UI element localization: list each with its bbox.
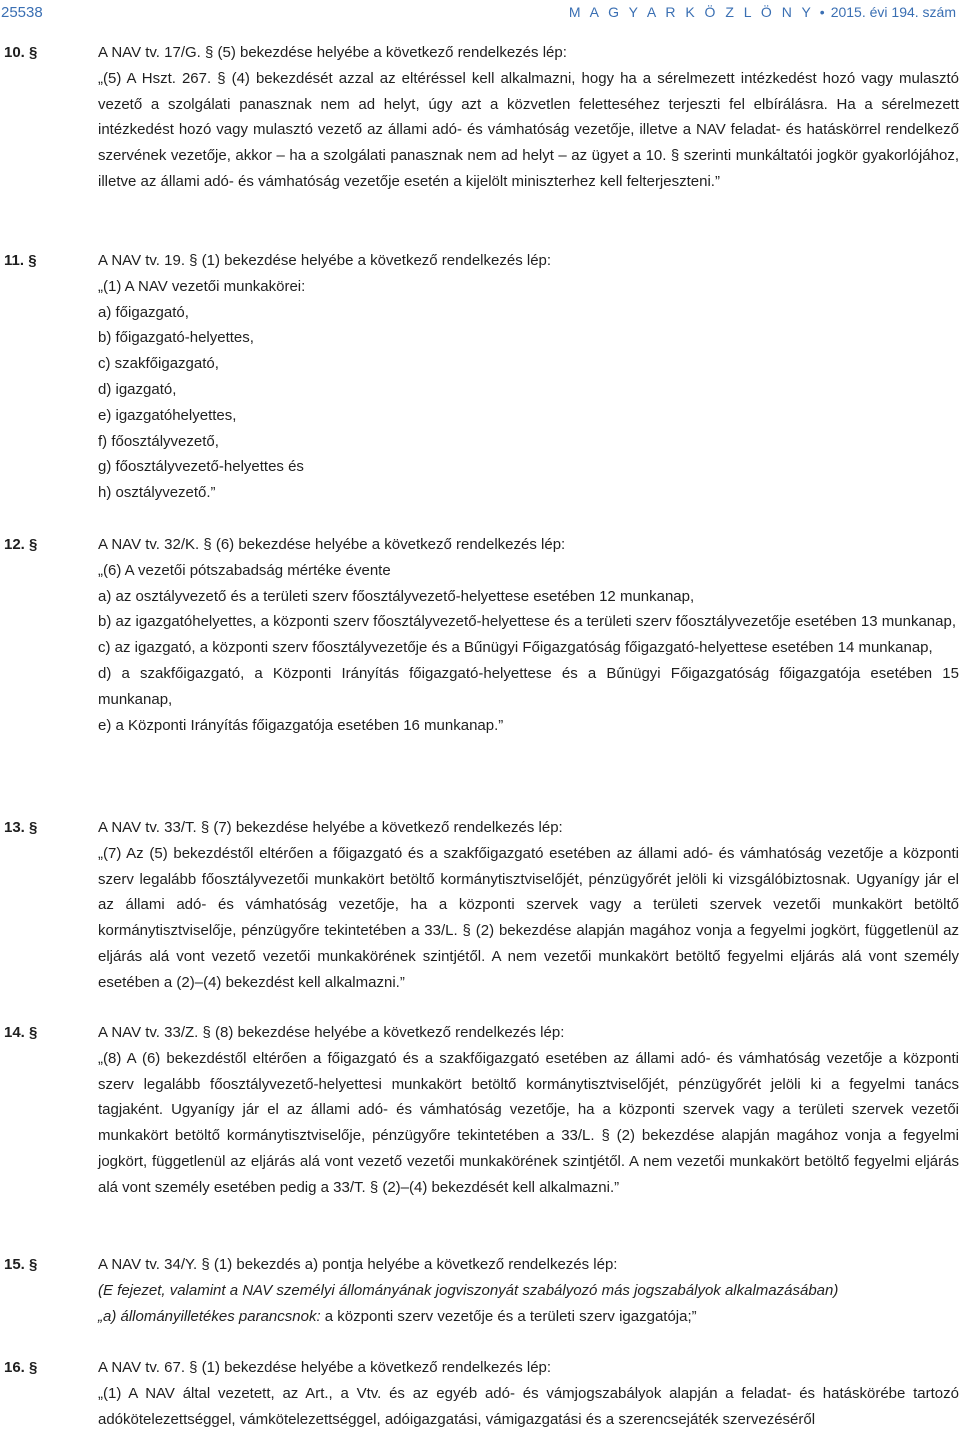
list-item: c) szakfőigazgató, xyxy=(98,355,219,373)
amendment-text: „(5) A Hszt. 267. § (4) bekezdését azzal az eltéréssel kell alkalmazni, hogy ha a sérelmezett intézkedést hozó vagy mulasztó vezető a szolgálati panasznak nem ad helyt, úgy azt a közvetlen feletteséhez terjeszti fel elbírálásra. Ha a sérelmezett intézkedést hozó vagy mulasztó vezető az állami adó- és vámhatóság vezetője, illetve a NAV feladat- és hatáskörrel rendelkező szervének vezetője, akkor – ha a szolgálati panasznak nem ad helyt – az ügyet a 10. § szerinti munkáltatói jogkör gyakorlójához, illetve az állami adó- és vámhatóság vezetője esetén a kijelölt miniszterhez kell felterjeszteni.” xyxy=(98,69,959,190)
list-item: d) a szakfőigazgató, a Központi Irányítás főigazgató-helyettese és a Bűnügyi Főigazgatóság főigazgatója esetében 15 munkanap, xyxy=(98,664,959,708)
list-item: h) osztályvezető.” xyxy=(98,484,216,502)
section-number: 16. § xyxy=(4,1359,38,1376)
amendment-intro: A NAV tv. 67. § (1) bekezdése helyébe a következő rendelkezés lép: xyxy=(98,1359,552,1376)
amendment-text: „(1) A NAV által vezetett, az Art., a Vtv. és az egyéb adó- és vámjogszabályok alapján a feladat- és hatáskörébe tartozó adókötelezettséggel, vámkötelezettséggel, adóigazgatási, vámigazgatási és a szerencsejáték szervezéséről xyxy=(98,1384,959,1428)
list-item: a) főigazgató, xyxy=(98,303,189,321)
section-body xyxy=(98,815,959,996)
section-number: 11. § xyxy=(4,252,37,269)
list-item: d) igazgató, xyxy=(98,380,177,398)
list-item: b) főigazgató-helyettes, xyxy=(98,329,254,347)
section-body xyxy=(98,1252,959,1329)
amendment-text: „(7) Az (5) bekezdéstől eltérően a főigazgató és a szakfőigazgató esetében az állami adó- és vámhatóság vezetője a központi szerv legalább főosztályvezetői munkakört betöltő kormánytisztviselőjét, pénzügyőrét jelöli ki vizsgálóbiztosnak. Ugyanígy jár el az állami adó- és vámhatóság vezetője, ha a központi szervek vagy a területi szervek vezetői munkakört betöltő kormánytisztviselője, pénzügyőre tekintetében a 33/L. § (2) bekezdése alapján magához vonja a fegyelmi jogkört, függetlenül az eljárás alá vont vezető vezetői munkakörének szintjétől. A nem vezetői munkakört betöltő fegyelmi eljárás alá vont személy esetében a (2)–(4) bekezdést kell alkalmazni.” xyxy=(98,844,959,991)
page-header xyxy=(0,4,960,26)
amendment-text: „(8) A (6) bekezdéstől eltérően a főigazgató és a szakfőigazgató esetében az állami adó- és vámhatóság vezetője a központi szerv legalább főosztályvezető-helyettesi munkakört betöltő kormánytisztviselőjét, pénzügyőrét jelöli ki a fegyelmi tanács tagjaként. Ugyanígy jár el az állami adó- és vámhatóság vezetője, ha a központi szervek vagy a területi szervek vezetői munkakört betöltő kormánytisztviselője, pénzügyőre tekintetében a 33/L. § (2) bekezdése alapján magához vonja a fegyelmi jogkört, függetlenül az eljárás alá vont vezető vezetői munkakörének szintjétől. A nem vezetői munkakört betöltő fegyelmi eljárás alá vont személy esetében pedig a 33/T. § (2)–(4) bekezdését kell alkalmazni.” xyxy=(98,1049,959,1196)
section-body xyxy=(98,248,959,506)
page-number: 25538 xyxy=(1,4,43,21)
amendment-intro: A NAV tv. 33/T. § (7) bekezdése helyébe a következő rendelkezés lép: xyxy=(98,819,563,836)
amendment-intro: A NAV tv. 33/Z. § (8) bekezdése helyébe a következő rendelkezés lép: xyxy=(98,1024,565,1041)
definition: a központi szerv vezetője és a területi szerv igazgatója;” xyxy=(320,1307,697,1325)
section-body xyxy=(98,532,959,738)
section-number: 13. § xyxy=(4,819,38,836)
amendment-text: „(1) A NAV vezetői munkakörei: xyxy=(98,277,306,295)
amendment-text xyxy=(98,1304,959,1330)
amendment-intro: A NAV tv. 17/G. § (5) bekezdése helyébe a következő rendelkezés lép: xyxy=(98,44,567,61)
section-number: 10. § xyxy=(4,44,38,61)
section-body xyxy=(98,40,959,195)
section-body xyxy=(98,1355,959,1432)
list-item: a) az osztályvezető és a területi szerv főosztályvezető-helyettese esetében 12 munkanap, xyxy=(98,587,695,605)
journal-name: M A G Y A R K Ö Z L Ö N Y xyxy=(568,4,814,20)
separator-dot: • xyxy=(819,4,825,20)
section-body xyxy=(98,1020,959,1201)
journal-title xyxy=(569,4,956,20)
section-number: 15. § xyxy=(4,1256,38,1273)
issue-label: 2015. évi 194. szám xyxy=(830,4,956,20)
amendment-intro: A NAV tv. 19. § (1) bekezdése helyébe a következő rendelkezés lép: xyxy=(98,252,552,269)
amendment-intro: A NAV tv. 34/Y. § (1) bekezdés a) pontja helyébe a következő rendelkezés lép: xyxy=(98,1256,618,1273)
defined-term: „a) állományilletékes parancsnok: xyxy=(98,1307,321,1325)
list-item: c) az igazgató, a központi szerv főosztályvezetője és a Bűnügyi Főigazgatóság főigazgató-helyettese esetében 14 munkanap, xyxy=(98,639,933,657)
list-item: e) a Központi Irányítás főigazgatója esetében 16 munkanap.” xyxy=(98,716,504,734)
list-item: g) főosztályvezető-helyettes és xyxy=(98,458,304,476)
list-item: f) főosztályvezető, xyxy=(98,432,219,450)
context-note: (E fejezet, valamint a NAV személyi állományának jogviszonyát szabályozó más jogszabályok alkalmazásában) xyxy=(98,1281,839,1299)
list-item: e) igazgatóhelyettes, xyxy=(98,406,237,424)
amendment-intro: A NAV tv. 32/K. § (6) bekezdése helyébe a következő rendelkezés lép: xyxy=(98,536,566,553)
section-number: 14. § xyxy=(4,1024,38,1041)
list-item: b) az igazgatóhelyettes, a központi szerv főosztályvezető-helyettese és a területi szerv főosztályvezetője esetében 13 munkanap, xyxy=(98,613,956,631)
section-number: 12. § xyxy=(4,536,38,553)
amendment-text: „(6) A vezetői pótszabadság mértéke évente xyxy=(98,561,391,579)
